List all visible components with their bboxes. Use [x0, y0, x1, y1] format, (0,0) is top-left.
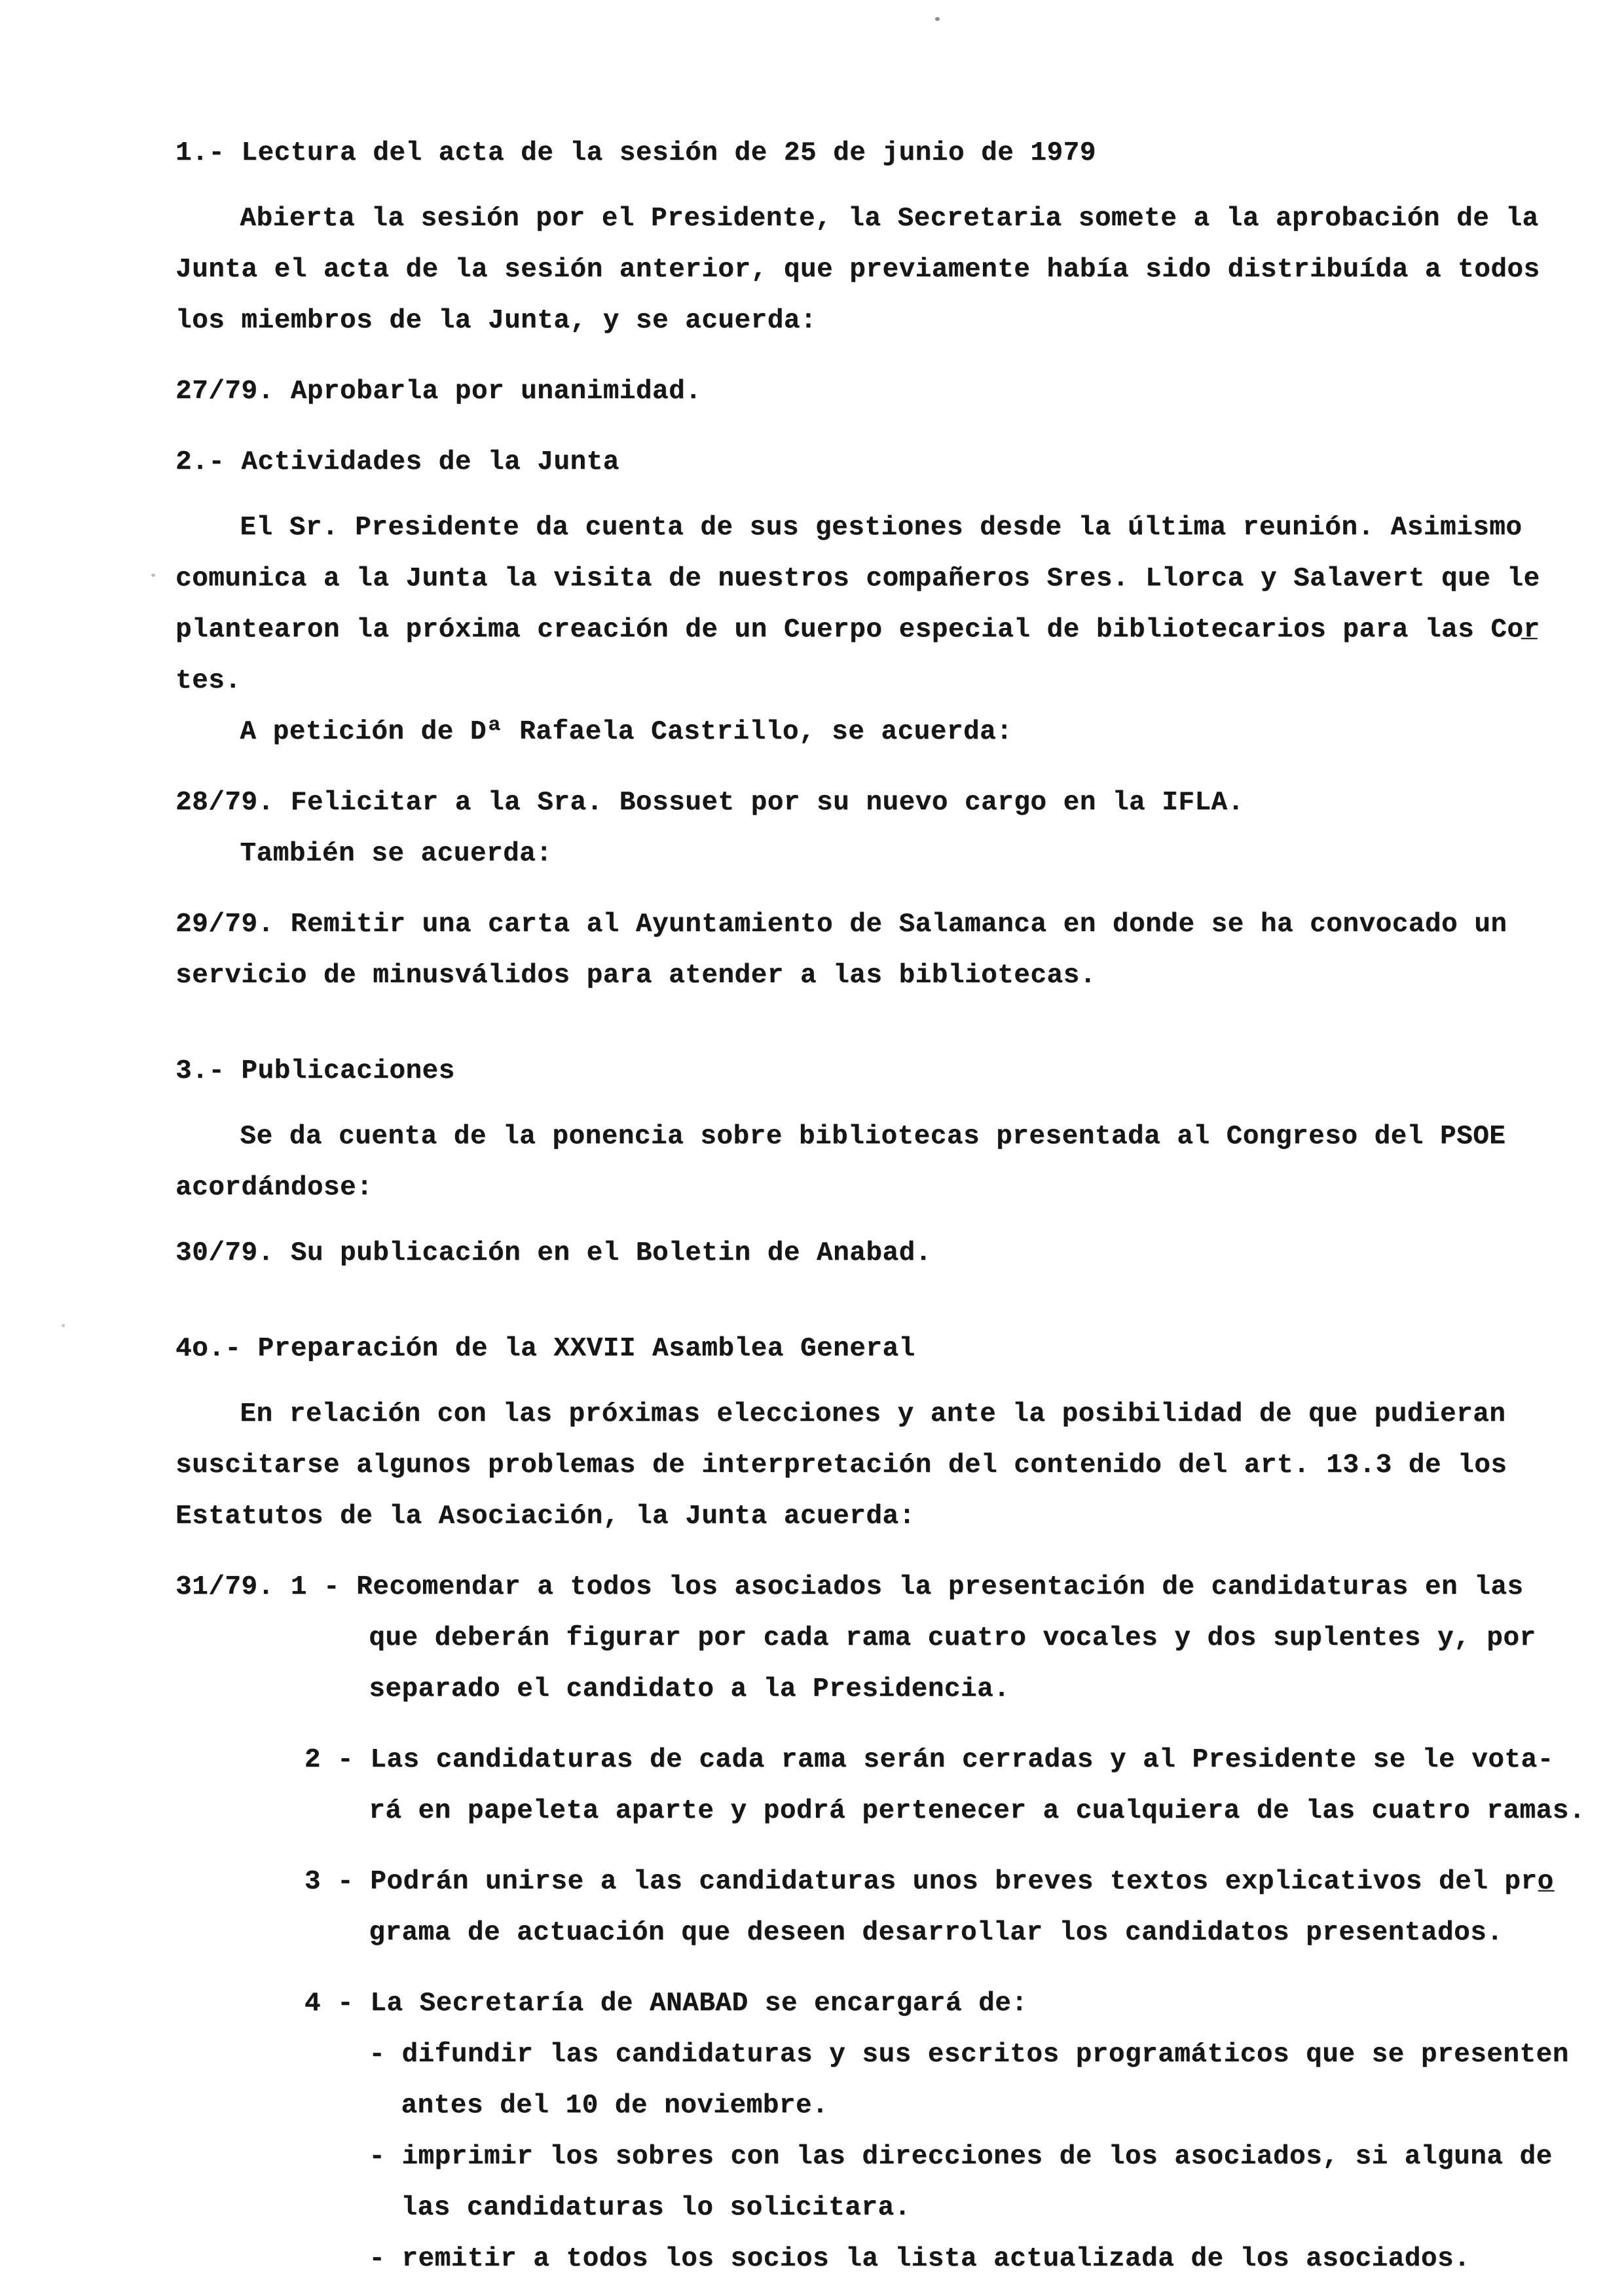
- line-body: Estatutos de la Asociación, la Junta acuerda:: [175, 1501, 915, 1532]
- line-body: los miembros de la Junta, y se acuerda:: [175, 306, 817, 336]
- line-acuerdo: 29/79. Remitir una carta al Ayuntamiento de Salamanca en donde se ha convocado un: [175, 909, 1507, 940]
- line-body: acordándose:: [175, 1173, 373, 1203]
- line-heading: 1.- Lectura del acta de la sesión de 25 de junio de 1979: [175, 138, 1096, 168]
- line-body: Junta el acta de la sesión anterior, que previamente había sido distribuída a todos: [175, 255, 1540, 285]
- line-body: tes.: [175, 666, 242, 696]
- line-body: rá en papeleta aparte y podrá pertenecer a cualquiera de las cuatro ramas.: [369, 1796, 1585, 1826]
- line-item: 2 - Las candidaturas de cada rama serán cerradas y al Presidente se le vota-: [304, 1745, 1554, 1775]
- line-body: En relación con las próximas elecciones y ante la posibilidad de que pudieran: [240, 1399, 1506, 1429]
- line-body: Se da cuenta de la ponencia sobre bibliotecas presentada al Congreso del PSOE: [240, 1122, 1506, 1152]
- line-acuerdo: 31/79. 1 - Recomendar a todos los asociados la presentación de candidaturas en las: [175, 1572, 1524, 1602]
- scan-artifact-dot: [935, 17, 940, 21]
- line-acuerdo: 27/79. Aprobarla por unanimidad.: [175, 376, 702, 407]
- line-heading: 3.- Publicaciones: [175, 1056, 455, 1086]
- line-heading: 2.- Actividades de la Junta: [175, 447, 619, 477]
- line-item: 3 - Podrán unirse a las candidaturas unos breves textos explicativos del pro̲: [304, 1867, 1554, 1897]
- line-body: separado el candidato a la Presidencia.: [369, 1674, 1010, 1704]
- line-subitem: - imprimir los sobres con las direcciones de los asociados, si alguna de: [369, 2142, 1553, 2172]
- line-body: que deberán figurar por cada rama cuatro vocales y dos suplentes y, por: [369, 1623, 1536, 1653]
- line-body: También se acuerda:: [240, 839, 553, 869]
- line-subitem: - difundir las candidaturas y sus escritos programáticos que se presenten: [369, 2040, 1569, 2070]
- line-body: antes del 10 de noviembre.: [401, 2091, 829, 2121]
- line-body: Abierta la sesión por el Presidente, la Secretaria somete a la aprobación de la: [240, 204, 1539, 234]
- line-body: A petición de Dª Rafaela Castrillo, se acuerda:: [240, 717, 1013, 747]
- line-body: suscitarse algunos problemas de interpretación del contenido del art. 13.3 de los: [175, 1450, 1507, 1480]
- scan-artifact-dot: [62, 1324, 65, 1327]
- scan-artifact-dot: [151, 574, 155, 577]
- line-acuerdo: 28/79. Felicitar a la Sra. Bossuet por su nuevo cargo en la IFLA.: [175, 788, 1244, 818]
- line-body: comunica a la Junta la visita de nuestros compañeros Sres. Llorca y Salavert que le: [175, 564, 1540, 594]
- line-body: grama de actuación que deseen desarrollar los candidatos presentados.: [369, 1918, 1504, 1948]
- line-item: 4 - La Secretaría de ANABAD se encargará de:: [304, 1989, 1028, 2019]
- line-subitem: - remitir a todos los socios la lista actualizada de los asociados.: [369, 2244, 1471, 2274]
- line-body: plantearon la próxima creación de un Cuerpo especial de bibliotecarios para las Cor̲: [175, 615, 1540, 645]
- line-body: El Sr. Presidente da cuenta de sus gestiones desde la última reunión. Asimismo: [240, 513, 1522, 543]
- line-body: las candidaturas lo solicitara.: [401, 2193, 911, 2223]
- line-heading: 4o.- Preparación de la XXVII Asamblea General: [175, 1334, 915, 1364]
- line-acuerdo: 30/79. Su publicación en el Boletin de Anabad.: [175, 1238, 932, 1268]
- line-body: servicio de minusválidos para atender a las bibliotecas.: [175, 961, 1096, 991]
